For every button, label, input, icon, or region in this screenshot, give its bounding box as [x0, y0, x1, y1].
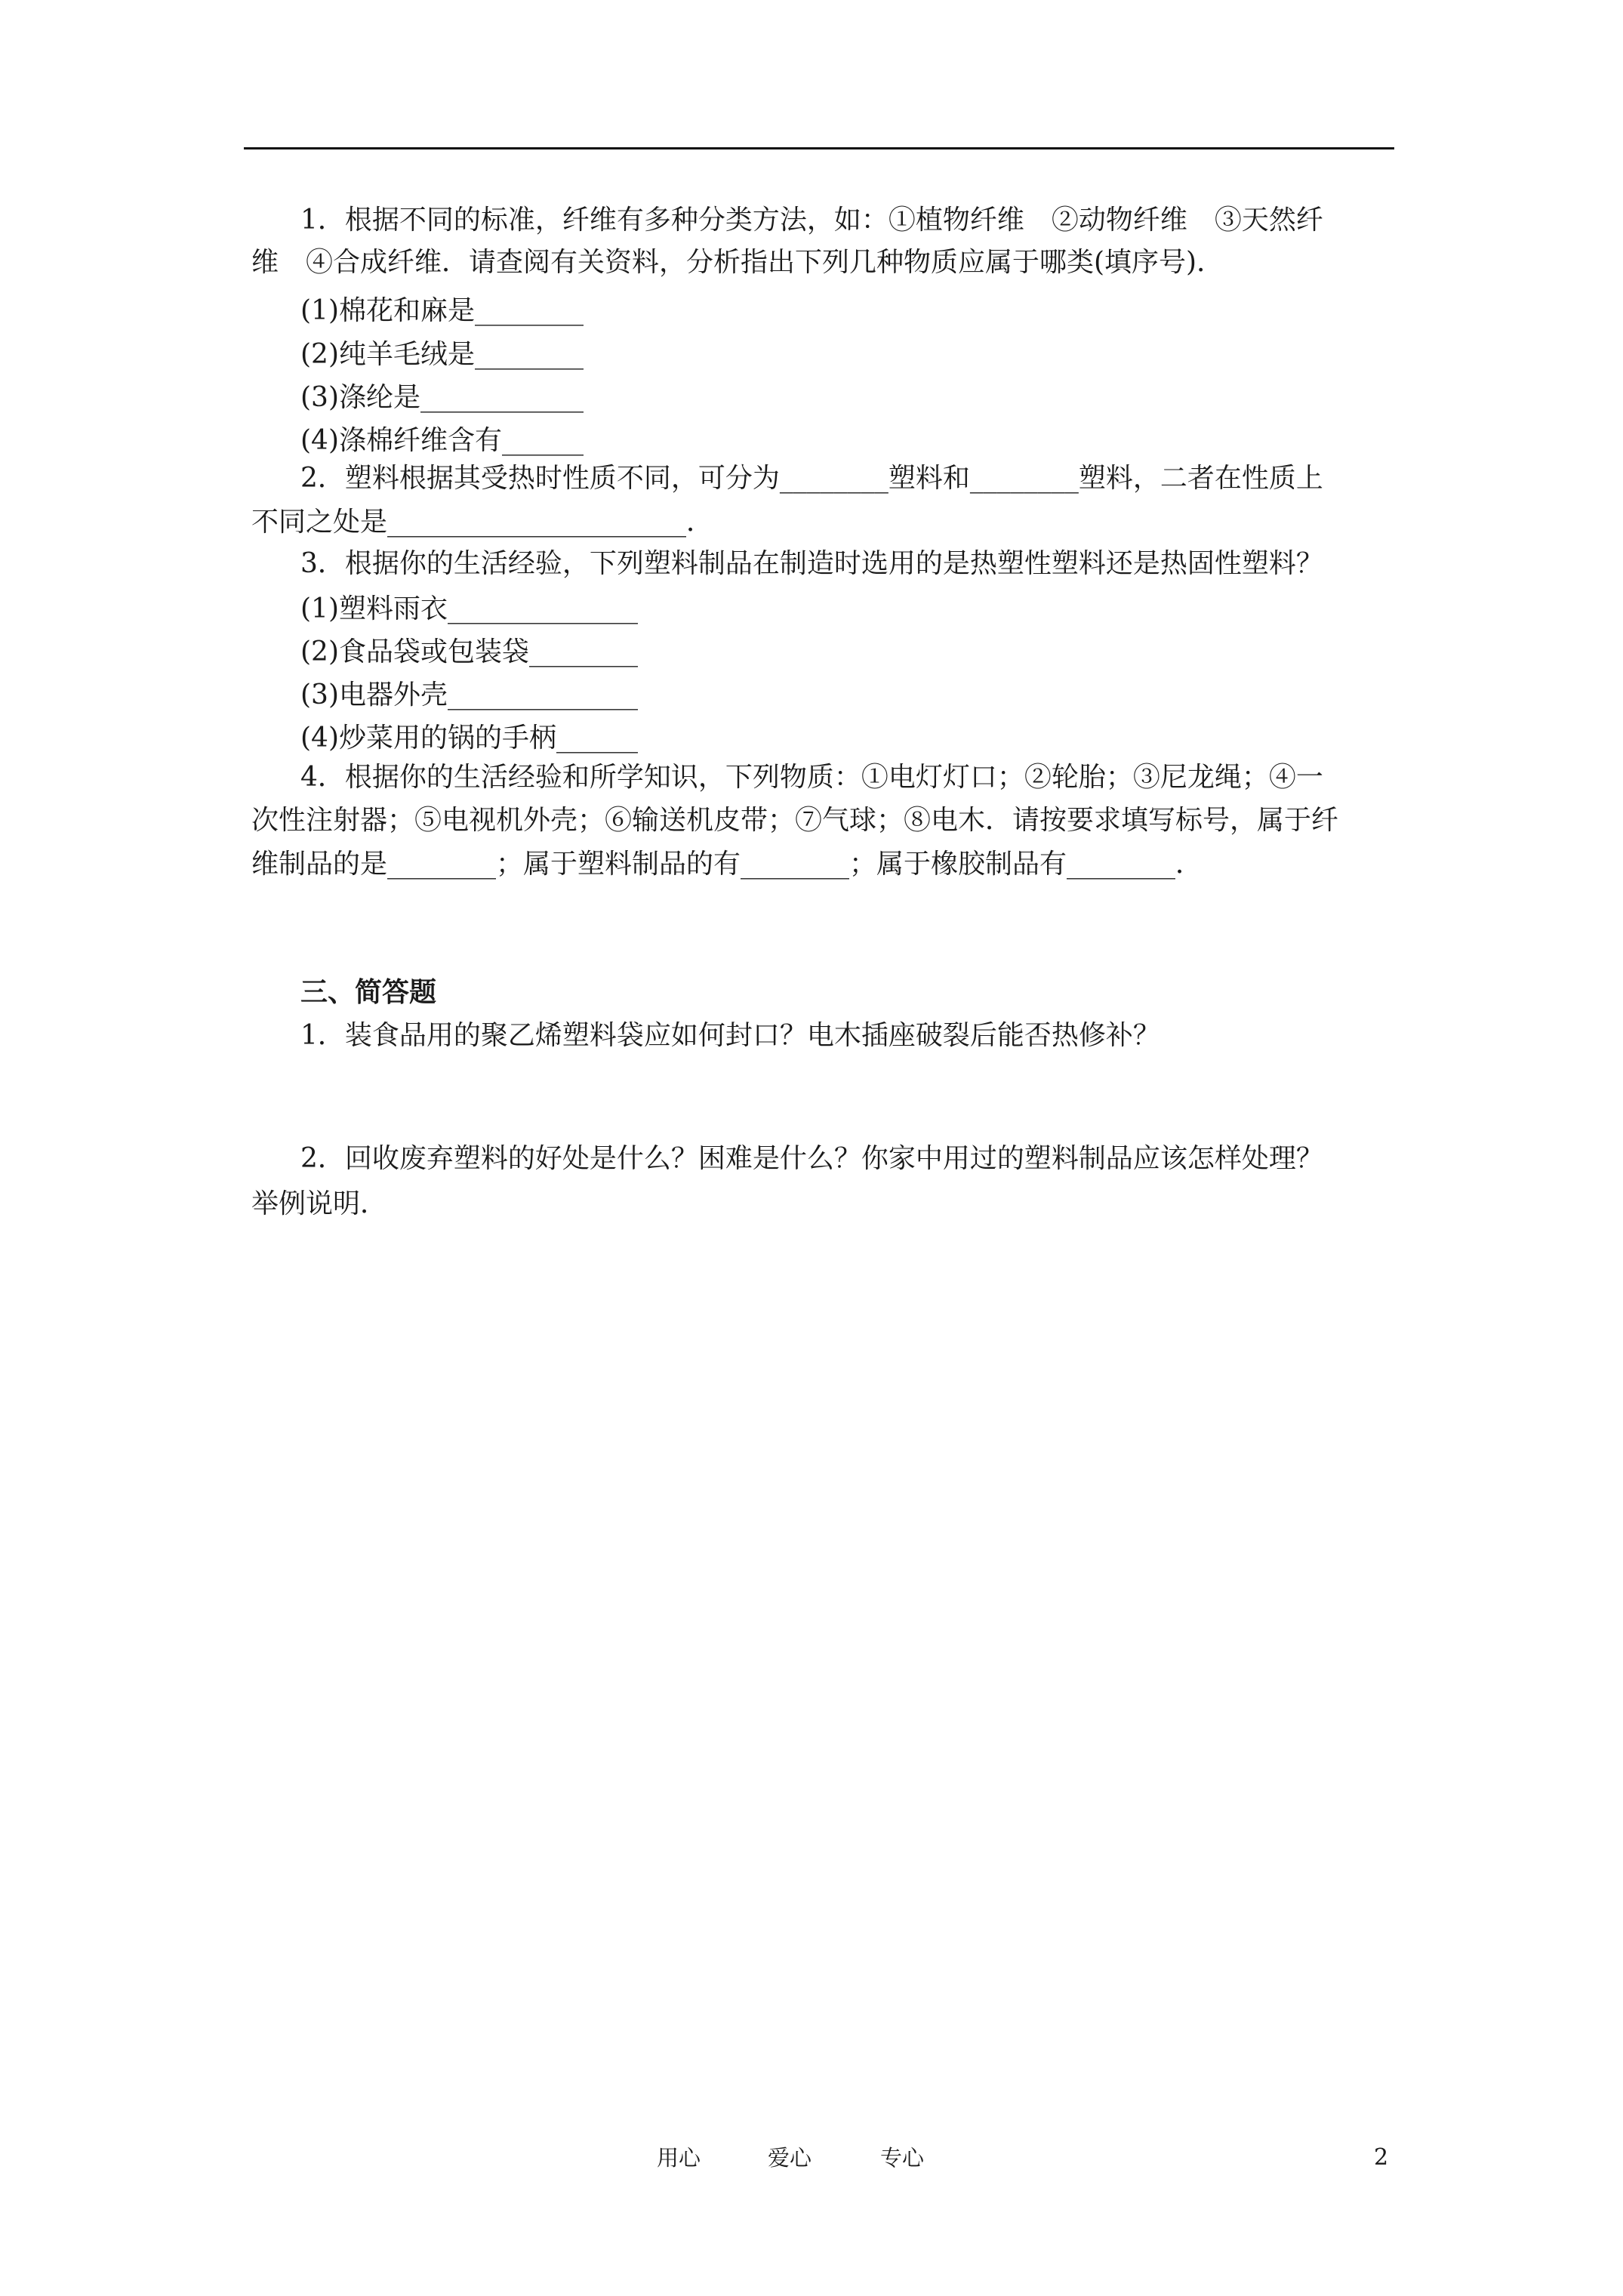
q1-item-1: (1)棉花和麻是________ [300, 295, 584, 326]
q1-line-2: 维 ④合成纤维．请查阅有关资料，分析指出下列几种物质应属于哪类(填序号)． [251, 247, 1224, 278]
header-rule [244, 147, 1394, 149]
q1-item-2: (2)纯羊毛绒是________ [300, 339, 584, 370]
q3-line-1: 3．根据你的生活经验，下列塑料制品在制造时选用的是热塑性塑料还是热固性塑料？ [300, 548, 1323, 579]
q2-line-1: 2．塑料根据其受热时性质不同，可分为________塑料和________塑料，二者在性质上 [300, 463, 1323, 494]
page-number: 2 [1374, 2144, 1389, 2171]
q1-item-3: (3)涤纶是____________ [300, 382, 584, 413]
footer-motto-3: 专心 [880, 2145, 925, 2171]
q4-line-1: 4．根据你的生活经验和所学知识，下列物质：①电灯灯口；②轮胎；③尼龙绳；④一 [300, 762, 1323, 793]
q3-item-1: (1)塑料雨衣______________ [300, 593, 638, 624]
q1-line-1: 1．根据不同的标准，纤维有多种分类方法，如：①植物纤维 ②动物纤维 ③天然纤 [300, 205, 1323, 236]
q3-item-2: (2)食品袋或包装袋________ [300, 636, 638, 667]
section-heading-short-answer: 三、简答题 [300, 976, 437, 1008]
short-answer-q2-line-1: 2．回收废弃塑料的好处是什么？困难是什么？你家中用过的塑料制品应该怎样处理？ [300, 1143, 1323, 1174]
short-answer-q2-line-2: 举例说明． [251, 1188, 388, 1219]
q3-item-3: (3)电器外壳______________ [300, 680, 638, 710]
q2-line-2: 不同之处是______________________． [251, 507, 714, 538]
short-answer-q1: 1．装食品用的聚乙烯塑料袋应如何封口？电木插座破裂后能否热修补？ [300, 1020, 1160, 1051]
q4-line-3: 维制品的是________；属于塑料制品的有________；属于橡胶制品有________． [251, 849, 1203, 880]
footer-motto-2: 爱心 [768, 2145, 812, 2171]
q3-item-4: (4)炒菜用的锅的手柄______ [300, 723, 638, 754]
q1-item-4: (4)涤棉纤维含有______ [300, 425, 584, 456]
q4-line-2: 次性注射器；⑤电视机外壳；⑥输送机皮带；⑦气球；⑧电木．请按要求填写标号，属于纤 [251, 805, 1339, 836]
footer-motto-1: 用心 [657, 2145, 701, 2171]
